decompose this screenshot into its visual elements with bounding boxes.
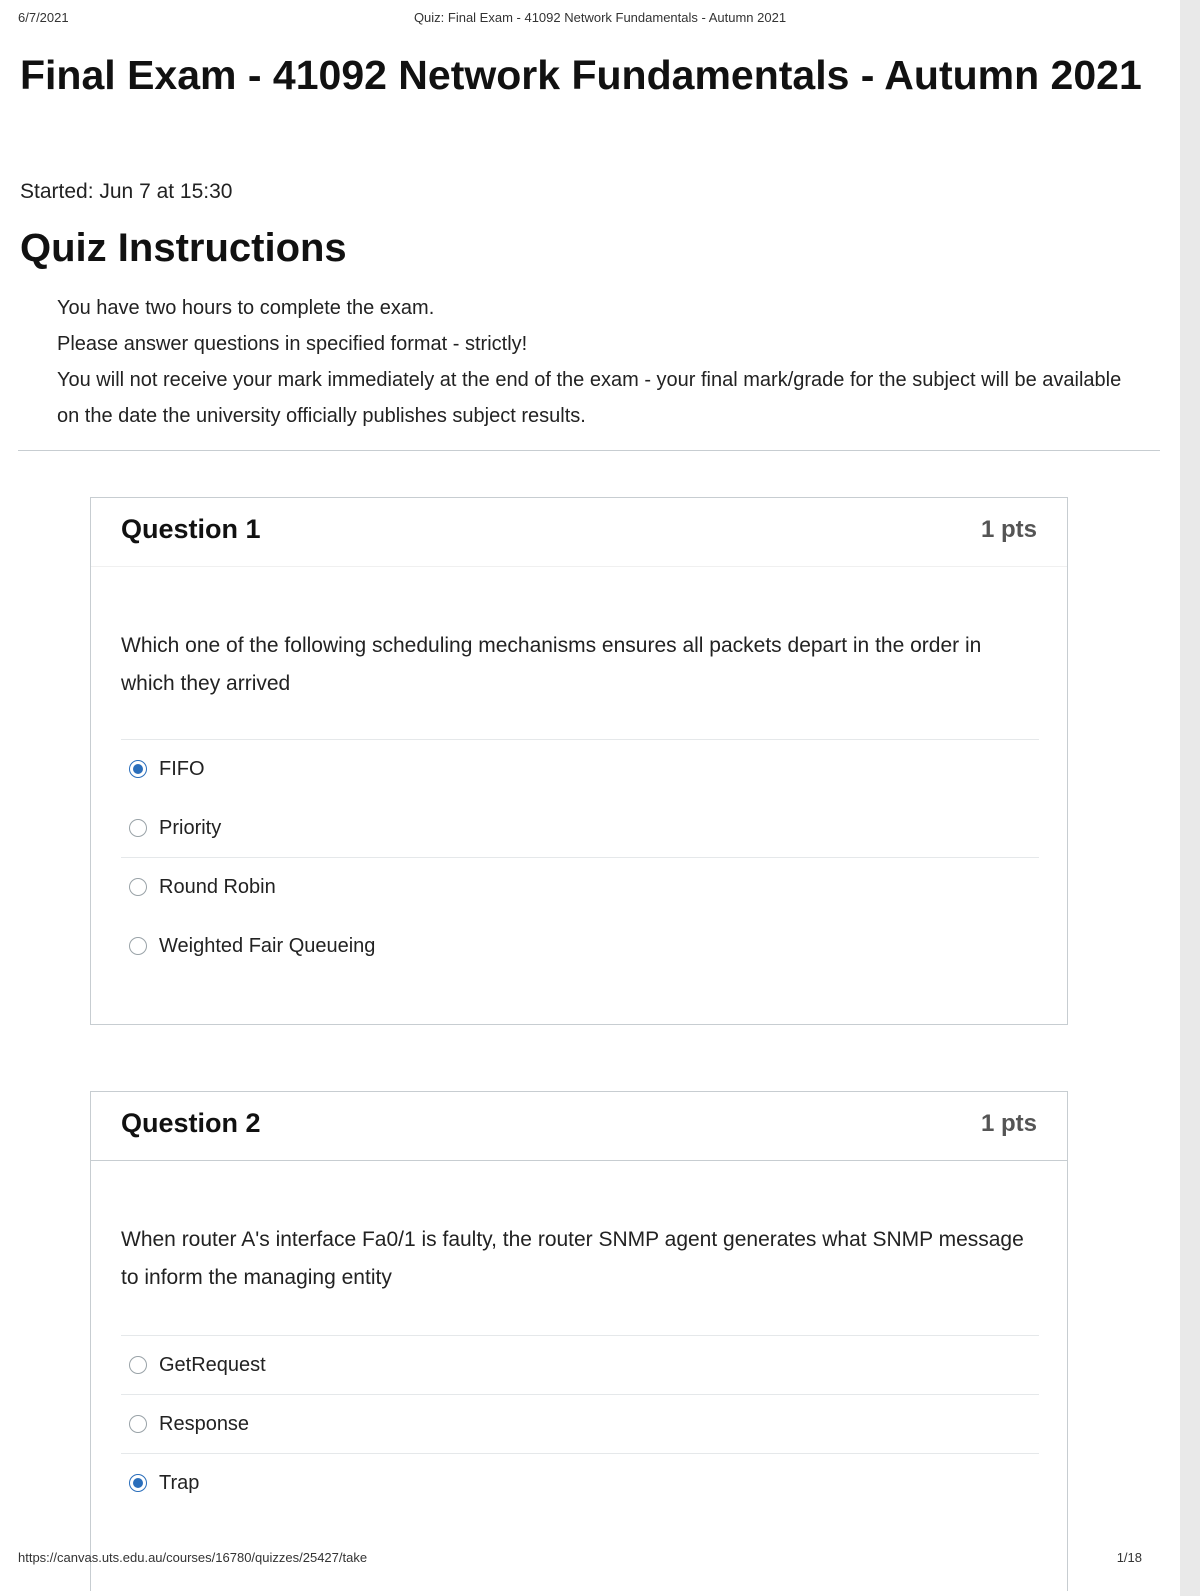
print-date: 6/7/2021 xyxy=(18,10,69,25)
question-1 xyxy=(90,497,1068,1025)
answer-label[interactable]: Weighted Fair Queueing xyxy=(159,934,376,957)
radio-selected-icon[interactable] xyxy=(129,760,147,778)
page-url: https://canvas.uts.edu.au/courses/16780/quizzes/25427/take xyxy=(18,1550,368,1565)
print-header xyxy=(18,10,1182,28)
radio-selected-icon[interactable] xyxy=(129,1474,147,1492)
answer-list xyxy=(121,1335,1039,1512)
radio-icon[interactable] xyxy=(129,878,147,896)
answer-option-response[interactable] xyxy=(121,1394,1039,1453)
question-text: When router A's interface Fa0/1 is faulty, the router SNMP agent generates what SNMP message to inform the managing entity xyxy=(121,1228,1024,1289)
radio-icon[interactable] xyxy=(129,937,147,955)
answer-label[interactable]: Round Robin xyxy=(159,875,276,898)
question-header xyxy=(91,1092,1067,1161)
answer-label[interactable]: FIFO xyxy=(159,757,205,780)
answer-option-priority[interactable] xyxy=(121,798,1039,857)
answer-option-trap[interactable] xyxy=(121,1453,1039,1512)
page-title: Final Exam - 41092 Network Fundamentals - Autumn 2021 xyxy=(20,52,1142,98)
answer-option-fifo[interactable] xyxy=(121,739,1039,798)
answer-label[interactable]: GetRequest xyxy=(159,1353,266,1376)
question-header xyxy=(91,498,1067,567)
divider xyxy=(18,450,1160,451)
answer-option-getrequest[interactable] xyxy=(121,1335,1039,1394)
answer-option-round-robin[interactable] xyxy=(121,857,1039,916)
instruction-line: You will not receive your mark immediately at the end of the exam - your final mark/grade for the subject will be available on the date the university officially publishes subject results. xyxy=(57,369,1122,427)
question-text: Which one of the following scheduling mechanisms ensures all packets depart in the order in which they arrived xyxy=(121,634,982,695)
radio-icon[interactable] xyxy=(129,1415,147,1433)
started-time: Started: Jun 7 at 15:30 xyxy=(20,180,233,203)
answer-label[interactable]: Trap xyxy=(159,1471,200,1494)
answer-option-weighted-fair-queueing[interactable] xyxy=(121,916,1039,975)
answer-list xyxy=(121,739,1039,975)
question-points: 1 pts xyxy=(980,1110,1037,1137)
print-footer xyxy=(18,1550,1142,1566)
quiz-instructions xyxy=(57,290,1137,434)
radio-icon[interactable] xyxy=(129,819,147,837)
question-title: Question 2 xyxy=(121,1108,261,1138)
instruction-line: You have two hours to complete the exam. xyxy=(57,297,435,319)
page-edge xyxy=(1180,0,1200,1596)
instruction-line: Please answer questions in specified format - strictly! xyxy=(57,333,528,355)
question-2 xyxy=(90,1091,1068,1591)
radio-icon[interactable] xyxy=(129,1356,147,1374)
answer-label[interactable]: Priority xyxy=(159,816,222,839)
page-number: 1/18 xyxy=(1116,1550,1142,1565)
print-page-title: Quiz: Final Exam - 41092 Network Fundamentals - Autumn 2021 xyxy=(413,10,787,25)
question-points: 1 pts xyxy=(980,516,1037,543)
question-title: Question 1 xyxy=(121,514,261,544)
instructions-heading: Quiz Instructions xyxy=(20,226,347,270)
answer-label[interactable]: Response xyxy=(159,1412,250,1435)
